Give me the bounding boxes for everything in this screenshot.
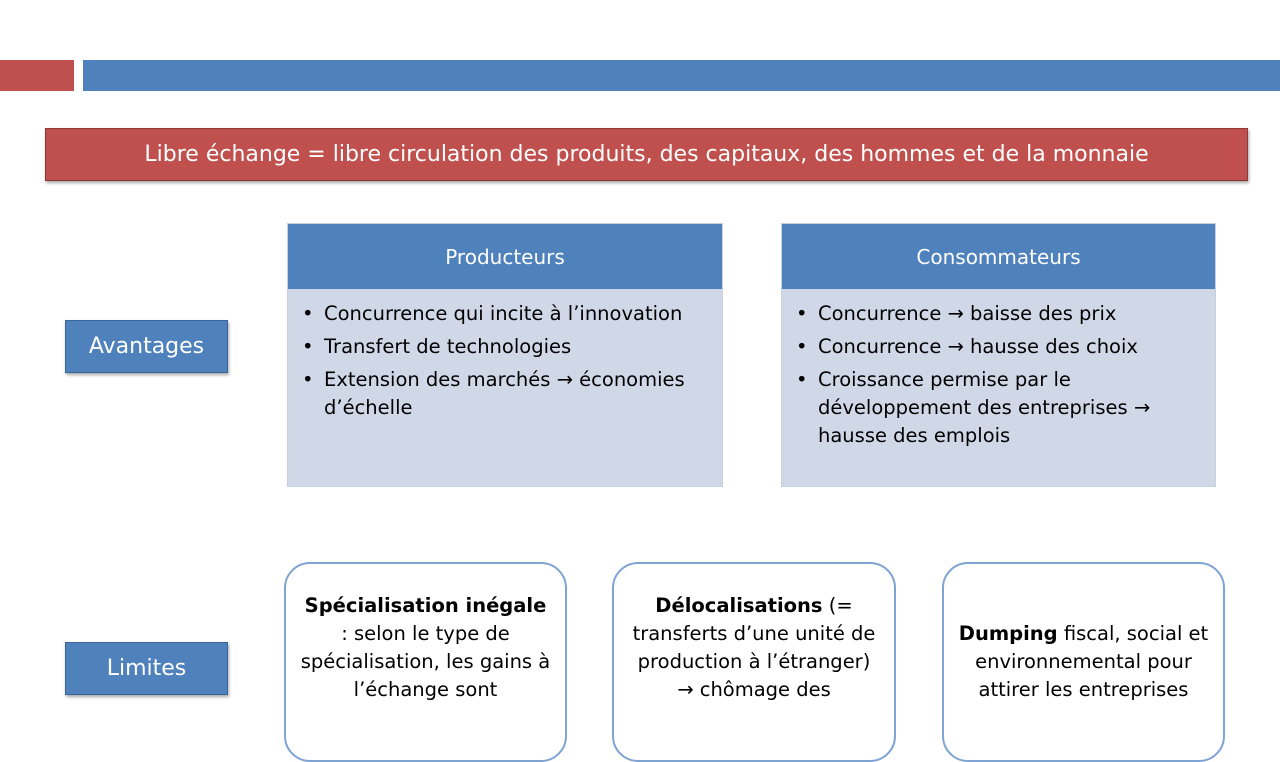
limit-title: Spécialisation inégale (304, 594, 547, 617)
list-item: • Transfert de technologies (324, 333, 712, 361)
advantages-text: Avantages (88, 334, 205, 359)
producers-panel (287, 223, 723, 487)
list-item: • Croissance permise par le développement des entreprises → hausse des emplois (818, 366, 1205, 450)
limit-text: (= transferts d’une unité de production à l’étranger) → chômage des (632, 594, 876, 701)
definition-text: Libre échange = libre circulation des produits, des capitaux, des hommes et de la monnaie (144, 142, 1149, 167)
limits-label (65, 642, 228, 695)
consumers-list (796, 300, 1205, 455)
limit-title: Dumping (958, 622, 1058, 645)
decorative-blue-bar (83, 60, 1280, 91)
limit-card-delocalisations (612, 562, 896, 762)
list-item: • Concurrence → baisse des prix (818, 300, 1205, 328)
consumers-panel (781, 223, 1216, 487)
consumers-header: Consommateurs (782, 224, 1215, 289)
limit-title: Délocalisations (655, 594, 823, 617)
limit-card-specialisation (284, 562, 567, 762)
list-item: • Concurrence → hausse des choix (818, 333, 1205, 361)
list-item: • Extension des marchés → économies d’échelle (324, 366, 712, 422)
limits-text: Limites (106, 656, 187, 681)
decorative-red-bar (0, 60, 74, 91)
limit-text: : selon le type de spécialisation, les gains à l’échange sont (300, 622, 551, 701)
list-item: • Concurrence qui incite à l’innovation (324, 300, 712, 328)
limit-card-dumping (942, 562, 1225, 762)
producers-header: Producteurs (288, 224, 722, 289)
producers-list (302, 300, 712, 427)
advantages-label (65, 320, 228, 373)
definition-banner (45, 128, 1248, 181)
limit-text: fiscal, social et environnemental pour attirer les entreprises (975, 622, 1209, 701)
